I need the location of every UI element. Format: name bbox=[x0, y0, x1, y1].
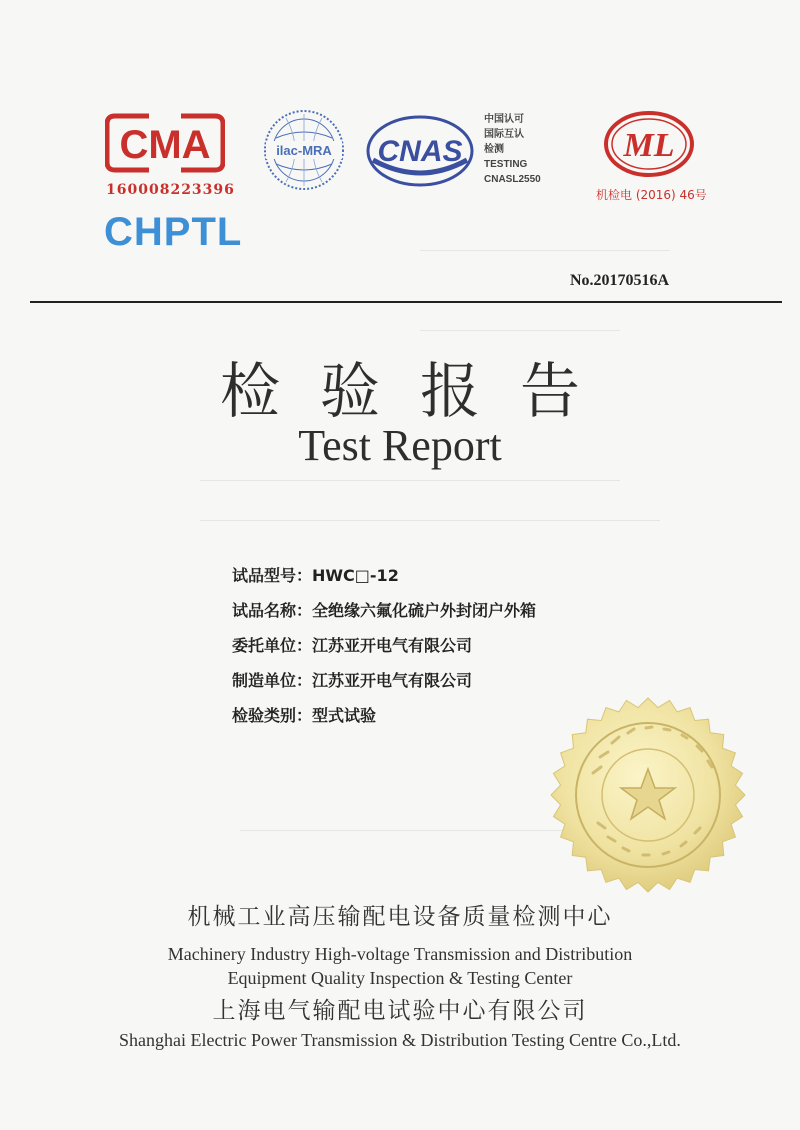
ml-logo-text: ML bbox=[623, 127, 675, 164]
scan-noise bbox=[200, 480, 620, 481]
footer-org1-chinese: 机械工业高压输配电设备质量检测中心 bbox=[187, 904, 613, 930]
cnas-line: TESTING bbox=[484, 159, 528, 170]
field-value: 江苏亚开电气有限公司 bbox=[312, 636, 473, 655]
cnas-line: 中国认可 bbox=[484, 114, 524, 125]
field-value: HWC□-12 bbox=[312, 566, 399, 585]
footer-org2-english: Shanghai Electric Power Transmission & Distribution Testing Centre Co.,Ltd. bbox=[119, 1030, 681, 1050]
title-english: Test Report bbox=[298, 421, 502, 470]
field-label: 试品名称： bbox=[232, 601, 313, 620]
embossed-seal bbox=[548, 695, 748, 895]
cnas-logo bbox=[365, 114, 475, 188]
scan-noise bbox=[420, 250, 670, 251]
field-value: 型式试验 bbox=[312, 706, 377, 725]
ilac-mra-logo bbox=[262, 108, 346, 192]
cnas-accreditation-text bbox=[484, 112, 541, 187]
chptl-logo-text: CHPTL bbox=[104, 210, 243, 254]
scan-noise bbox=[200, 520, 660, 521]
field-sample-name bbox=[232, 598, 536, 633]
cma-logo-text: CMA bbox=[119, 123, 211, 167]
field-value: 全绝缘六氟化硫户外封闭户外箱 bbox=[312, 601, 537, 620]
title-chinese: 检验报告 bbox=[220, 357, 620, 427]
field-test-type bbox=[232, 703, 536, 738]
footer-org1-english-line1: Machinery Industry High-voltage Transmission and Distribution bbox=[167, 944, 633, 964]
header-divider bbox=[30, 301, 782, 303]
cma-logo bbox=[105, 110, 225, 176]
field-label: 委托单位： bbox=[232, 636, 313, 655]
ilac-mra-text: ilac-MRA bbox=[276, 143, 332, 158]
report-info-fields bbox=[232, 563, 536, 738]
cnas-logo-text: CNAS bbox=[377, 135, 463, 168]
field-client bbox=[232, 633, 536, 668]
cma-registration-number: 160008223396 bbox=[106, 182, 235, 198]
field-value: 江苏亚开电气有限公司 bbox=[312, 671, 473, 690]
ml-registration-text: 机检电 (2016) 46号 bbox=[596, 188, 707, 202]
field-label: 试品型号： bbox=[232, 566, 313, 585]
footer-org1-english-line2: Equipment Quality Inspection & Testing Center bbox=[227, 968, 573, 988]
cnas-line: CNASL2550 bbox=[484, 174, 541, 185]
cnas-line: 检测 bbox=[484, 144, 504, 155]
cnas-line: 国际互认 bbox=[484, 129, 524, 140]
scan-noise bbox=[420, 330, 620, 331]
field-label: 检验类别： bbox=[232, 706, 313, 725]
field-sample-model bbox=[232, 563, 536, 598]
ml-logo bbox=[603, 110, 695, 178]
report-number: No.20170516A bbox=[570, 272, 670, 289]
field-label: 制造单位： bbox=[232, 671, 313, 690]
field-manufacturer bbox=[232, 668, 536, 703]
footer-org2-chinese: 上海电气输配电试验中心有限公司 bbox=[212, 998, 588, 1024]
